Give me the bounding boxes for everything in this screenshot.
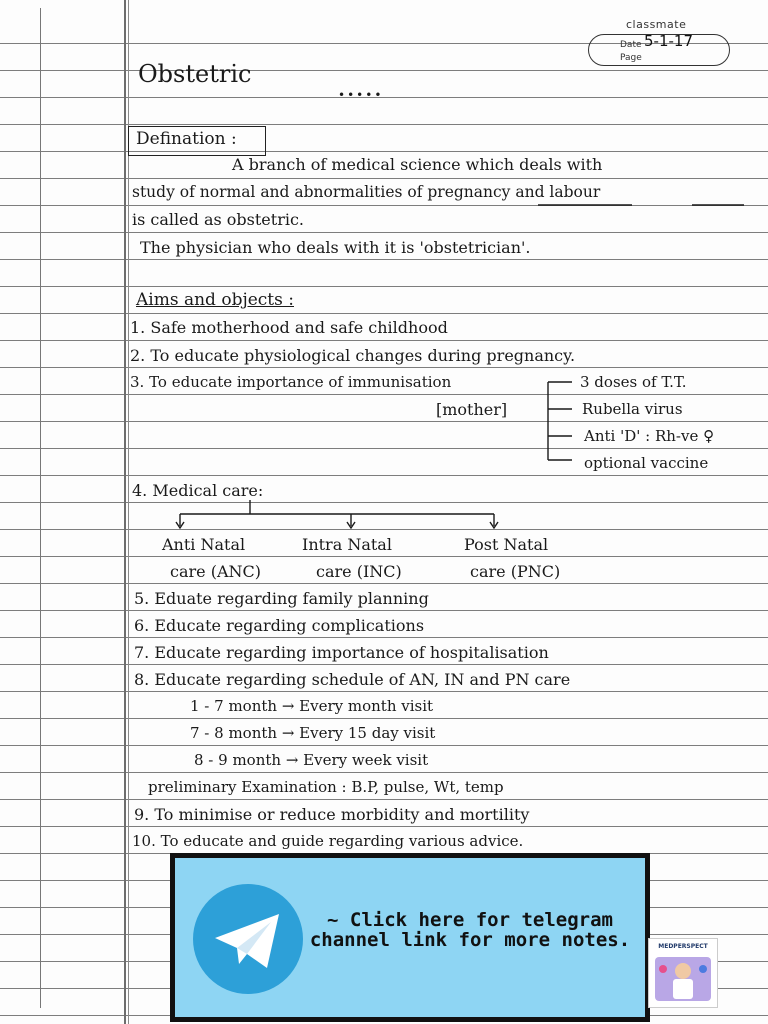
page-title: Obstetric	[138, 60, 252, 88]
care-label-line-1: Intra Natal	[302, 535, 392, 554]
aim-item-7: 7. Educate regarding importance of hospitalisation	[134, 643, 549, 662]
aim-item-3: 3. To educate importance of immunisation	[130, 373, 452, 391]
telegram-banner[interactable]	[170, 853, 650, 1022]
preliminary-exam: preliminary Examination : B.P, pulse, Wt, temp	[148, 778, 504, 796]
care-label-line-2: care (ANC)	[170, 562, 261, 581]
medperspect-logo	[648, 938, 718, 1008]
immunisation-item: Anti 'D' : Rh-ve ♀	[584, 427, 715, 445]
telegram-icon[interactable]	[193, 884, 303, 994]
date-value: 5-1-17	[644, 32, 693, 50]
definition-line-2: study of normal and abnormalities of pregnancy and labour	[132, 183, 601, 201]
immunisation-item: 3 doses of T.T.	[580, 373, 687, 391]
page-label: Page	[620, 53, 642, 63]
definition-heading: Defination :	[136, 129, 237, 149]
definition-line-3: is called as obstetric.	[132, 210, 305, 229]
aims-heading: Aims and objects :	[136, 290, 294, 310]
telegram-link-text[interactable]: ~ Click here for telegram channel link for more notes.	[309, 909, 631, 951]
logo-text: MEDPERSPECT	[658, 943, 708, 950]
aim-item-9: 9. To minimise or reduce morbidity and mortility	[134, 805, 530, 824]
aim-item-10: 10. To educate and guide regarding various advice.	[132, 832, 524, 850]
care-label-line-1: Anti Natal	[162, 535, 246, 554]
aim-item-8: 8. Educate regarding schedule of AN, IN and PN care	[134, 670, 571, 689]
definition-line-4: The physician who deals with it is 'obstetrician'.	[140, 238, 531, 257]
care-label-line-2: care (INC)	[316, 562, 402, 581]
title-dots: •••••	[338, 88, 384, 102]
schedule-item: 7 - 8 month → Every 15 day visit	[190, 724, 436, 742]
brand-label: classmate	[626, 18, 687, 31]
aim-item-6: 6. Educate regarding complications	[134, 616, 425, 635]
paper-plane-icon	[193, 884, 303, 994]
aim-item-3-note: [mother]	[436, 400, 508, 419]
date-label: Date	[620, 40, 642, 50]
immunisation-item: Rubella virus	[582, 400, 683, 418]
aim-item-4: 4. Medical care:	[132, 481, 264, 500]
immunisation-item: optional vaccine	[584, 454, 709, 472]
schedule-item: 1 - 7 month → Every month visit	[190, 697, 434, 715]
definition-line-1: A branch of medical science which deals with	[232, 155, 603, 174]
schedule-item: 8 - 9 month → Every week visit	[194, 751, 429, 769]
care-label-line-1: Post Natal	[464, 535, 549, 554]
aim-item-1: 1. Safe motherhood and safe childhood	[130, 318, 448, 337]
care-label-line-2: care (PNC)	[470, 562, 561, 581]
aim-item-2: 2. To educate physiological changes during pregnancy.	[130, 346, 576, 365]
aim-item-5: 5. Eduate regarding family planning	[134, 589, 429, 608]
